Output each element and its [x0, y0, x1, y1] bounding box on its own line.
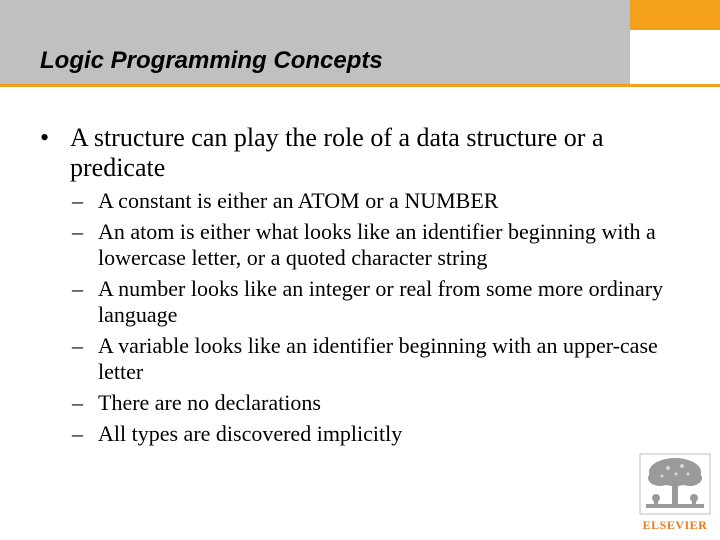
- dash-glyph: –: [72, 421, 83, 446]
- accent-line: [0, 84, 720, 87]
- sub-bullet-text: All types are discovered implicitly: [98, 421, 403, 446]
- dash-glyph: –: [72, 390, 83, 415]
- main-bullet-text: A structure can play the role of a data structure or a predicate: [70, 123, 604, 182]
- sub-bullet-text: A variable looks like an identifier beginning with an upper-case letter: [98, 333, 658, 384]
- sub-bullet-text: A number looks like an integer or real from some more ordinary language: [98, 276, 664, 327]
- slide-title: Logic Programming Concepts: [40, 47, 383, 74]
- elsevier-logo: [638, 452, 712, 536]
- dash-glyph: –: [72, 276, 83, 301]
- sub-bullet: [72, 421, 680, 447]
- slide-content: [40, 123, 680, 452]
- accent-block: [630, 0, 720, 30]
- sub-bullet: [72, 333, 680, 385]
- elsevier-tree-icon: [638, 452, 712, 516]
- sub-bullet: [72, 219, 680, 271]
- sub-bullet: [72, 188, 680, 214]
- sub-bullet: [72, 390, 680, 416]
- sub-bullet-text: A constant is either an ATOM or a NUMBER: [98, 188, 499, 213]
- sub-bullet: [72, 276, 680, 328]
- sub-bullet-text: There are no declarations: [98, 390, 321, 415]
- main-bullet: [40, 123, 680, 183]
- sub-bullet-list: [40, 188, 680, 447]
- dash-glyph: –: [72, 219, 83, 244]
- dash-glyph: –: [72, 188, 83, 213]
- sub-bullet-text: An atom is either what looks like an identifier beginning with a lowercase letter, or a quoted character string: [98, 219, 656, 270]
- elsevier-wordmark: ELSEVIER: [642, 518, 708, 532]
- bullet-glyph: •: [40, 123, 50, 152]
- dash-glyph: –: [72, 333, 83, 358]
